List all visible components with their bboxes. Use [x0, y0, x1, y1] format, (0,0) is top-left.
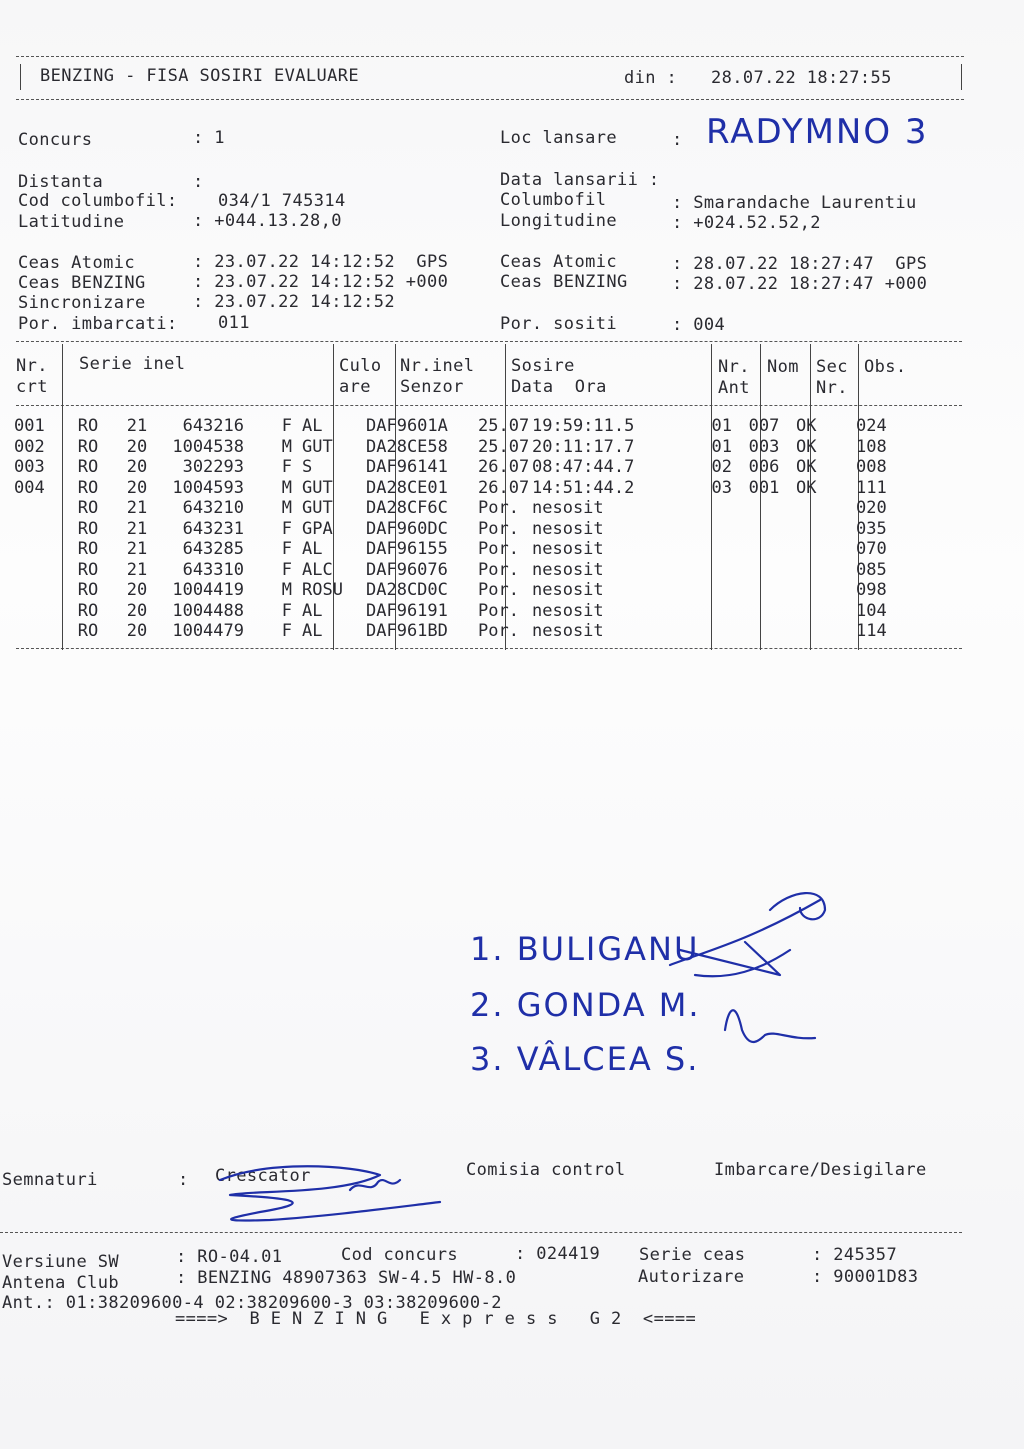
table-row [14, 437, 916, 458]
cell-yr: 20 [126, 580, 148, 600]
serie-ceas-label: Serie ceas [639, 1245, 746, 1265]
cell-ro: RO [77, 477, 99, 498]
cell-snz: DAF960DC [366, 518, 448, 539]
semnaturi-label: Semnaturi [2, 1170, 98, 1190]
distanta-label: Distanta [18, 172, 104, 192]
cell-dt: Por. [478, 559, 519, 580]
cell-snz: DAF96141 [366, 457, 448, 477]
cell-tm: nesosit [532, 539, 604, 559]
cell-sex: F [281, 457, 292, 477]
cell-sec: OK [796, 436, 817, 457]
cell-nom [740, 539, 788, 560]
table-row [14, 416, 916, 437]
header-sec-1: Sec [816, 357, 848, 377]
cell-nom [740, 498, 788, 519]
cell-nom: 007 [748, 416, 780, 436]
sincronizare-value: : 23.07.22 14:12:52 [193, 292, 396, 312]
cell-yr: 21 [126, 559, 148, 580]
cell-col: GUT [302, 498, 333, 518]
cell-tm: nesosit [532, 559, 604, 580]
loc-lansare-handwritten: RADYMNO 3 [706, 112, 929, 152]
cell-snz: DAF961BD [366, 621, 448, 641]
handwritten-name-3: 3. VÂLCEA S. [470, 1040, 700, 1078]
cell-ro: RO [77, 518, 99, 539]
cell-sec [788, 601, 846, 622]
cell-sex: F [281, 559, 292, 580]
antenna-line: Ant.: 01:38209600-4 02:38209600-3 03:38209600-2 [2, 1293, 502, 1313]
cell-ro: RO [77, 600, 99, 621]
cell-dt: 26.07 [478, 477, 530, 498]
cell-num: 1004419 [172, 580, 244, 600]
cell-col: AL [302, 416, 323, 436]
cell-dt: 25.07 [478, 436, 530, 457]
cell-obs: 098 [856, 580, 887, 600]
cell-ant: 03 [711, 477, 732, 498]
cell-sex: M [281, 436, 292, 457]
cell-obs: 114 [856, 621, 887, 641]
table-row [14, 580, 916, 601]
cod-columbofil-value: 034/1 745314 [218, 191, 346, 211]
cell-yr: 21 [126, 518, 148, 539]
cell-num: 1004538 [172, 436, 244, 457]
cell-sec: OK [796, 416, 817, 436]
table-row [14, 498, 916, 519]
table-header-rule [16, 405, 962, 406]
distanta-value: : [193, 172, 204, 192]
cell-dt: 25.07 [478, 416, 530, 436]
table-row [14, 457, 916, 478]
cell-sec [788, 539, 846, 560]
cell-nr [14, 498, 58, 519]
cell-tm: nesosit [532, 621, 604, 641]
din-value: 28.07.22 18:27:55 [711, 68, 892, 88]
cell-sex: M [281, 580, 292, 600]
cell-obs: 104 [856, 600, 887, 621]
versiune-sw-label: Versiune SW [2, 1252, 119, 1272]
cell-sex: M [281, 498, 292, 518]
cell-tm: 20:11:17.7 [532, 436, 635, 457]
ceas-benzing-end-label: Ceas BENZING [500, 272, 628, 292]
cell-ro: RO [77, 621, 99, 641]
cell-tm: nesosit [532, 498, 604, 518]
antena-club-label: Antena Club [2, 1273, 119, 1293]
header-sosire-2: Data Ora [511, 377, 607, 397]
header-culoare-1: Culo [339, 356, 382, 376]
cell-dt: 26.07 [478, 457, 530, 477]
header-bottom-rule [16, 99, 964, 100]
cell-ro: RO [77, 436, 99, 457]
header-sec-2: Nr. [816, 378, 848, 398]
cell-ant [682, 519, 740, 540]
cell-ant [682, 498, 740, 519]
header-ant-1: Nr. [718, 357, 750, 377]
header-nom: Nom [767, 357, 799, 377]
longitudine-value: : +024.52.52,2 [672, 213, 821, 233]
header-top-rule [16, 56, 964, 57]
cell-yr: 21 [126, 416, 148, 436]
cell-snz: DAF96191 [366, 600, 448, 621]
cell-snz: DAF96155 [366, 539, 448, 559]
table-row [14, 621, 916, 642]
cell-sec [788, 560, 846, 581]
cell-nom: 001 [748, 477, 780, 498]
cell-obs: 108 [856, 436, 887, 457]
cell-obs: 035 [856, 518, 887, 539]
ceas-benzing-end-value: : 28.07.22 18:27:47 +000 [672, 274, 928, 294]
cell-nr [14, 560, 58, 581]
cell-num: 1004479 [172, 621, 244, 641]
cell-nr: 003 [14, 457, 45, 477]
cell-snz: DAF9601A [366, 416, 448, 436]
cell-num: 302293 [182, 457, 244, 477]
porumbei-imbarcati-value: 011 [218, 313, 250, 333]
cell-obs: 111 [856, 477, 887, 498]
cell-dt: Por. [478, 621, 519, 641]
cell-num: 1004488 [172, 600, 244, 621]
cell-snz: DA28CD0C [366, 580, 448, 600]
cell-nr [14, 601, 58, 622]
cell-yr: 20 [126, 477, 148, 498]
ceas-atomic-end-value: : 28.07.22 18:27:47 GPS [672, 254, 928, 274]
cell-ant [682, 621, 740, 642]
cell-ant: 02 [711, 457, 732, 477]
cell-col: ALC [302, 559, 333, 580]
cell-dt: Por. [478, 498, 519, 518]
cell-snz: DA28CF6C [366, 498, 448, 518]
cell-sec: OK [796, 457, 817, 477]
concurs-label: Concurs [18, 130, 93, 150]
cell-yr: 20 [126, 457, 148, 477]
cell-num: 1004593 [172, 477, 244, 498]
serie-ceas-value: : 245357 [812, 1245, 898, 1265]
header-nrinel-1: Nr.inel [400, 356, 475, 376]
benzing-express-line: ====> B E N Z I N G E x p r e s s G 2 <==== [175, 1309, 697, 1329]
cell-col: ROSU [302, 580, 343, 600]
table-row [14, 560, 916, 581]
cell-sex: F [281, 539, 292, 559]
concurs-value: : 1 [193, 128, 225, 148]
porumbei-sositi-label: Por. sositi [500, 314, 617, 334]
cell-ant: 01 [711, 436, 732, 457]
cell-tm: nesosit [532, 600, 604, 621]
crescator-label: Crescator [215, 1166, 311, 1186]
cell-ro: RO [77, 539, 99, 559]
imbarcare-desigilare-label: Imbarcare/Desigilare [714, 1160, 927, 1180]
cell-tm: 19:59:11.5 [532, 416, 635, 436]
cell-nom [740, 580, 788, 601]
cell-sec [788, 621, 846, 642]
cell-num: 643285 [182, 539, 244, 559]
cell-obs: 085 [856, 559, 887, 580]
ceas-benzing-start-value: : 23.07.22 14:12:52 +000 [193, 272, 449, 292]
comisia-control-label: Comisia control [466, 1160, 626, 1180]
handwritten-name-2: 2. GONDA M. [470, 986, 701, 1024]
footer-rule [0, 1232, 962, 1233]
autorizare-label: Autorizare [638, 1267, 745, 1287]
porumbei-sositi-value: : 004 [672, 315, 726, 335]
header-culoare-2: are [339, 377, 371, 397]
cell-ro: RO [77, 416, 99, 436]
cell-obs: 020 [856, 498, 887, 518]
cell-sex: F [281, 416, 292, 436]
cell-ro: RO [77, 559, 99, 580]
cell-ro: RO [77, 498, 99, 518]
data-lansarii-label: Data lansarii : [500, 170, 660, 190]
cell-num: 643310 [182, 559, 244, 580]
header-left-edge [20, 64, 21, 90]
arrivals-table [14, 416, 916, 642]
header-right-edge [961, 64, 962, 90]
cell-tm: nesosit [532, 518, 604, 539]
cell-dt: Por. [478, 539, 519, 559]
cell-nr: 004 [14, 477, 45, 498]
table-top-rule [16, 341, 962, 342]
cell-nr [14, 519, 58, 540]
cell-yr: 20 [126, 600, 148, 621]
cell-yr: 21 [126, 539, 148, 559]
cell-tm: 14:51:44.2 [532, 477, 635, 498]
autorizare-value: : 90001D83 [812, 1267, 919, 1287]
porumbei-imbarcati-label: Por. imbarcati: [18, 314, 178, 334]
cell-sec: OK [796, 477, 817, 498]
semnaturi-colon: : [178, 1170, 189, 1190]
columbofil-value: : Smarandache Laurentiu [672, 193, 917, 213]
document-title: BENZING - FISA SOSIRI EVALUARE [40, 66, 360, 86]
cell-col: S [302, 457, 313, 477]
header-crt: crt [16, 377, 48, 397]
cell-dt: Por. [478, 518, 519, 539]
cell-dt: Por. [478, 600, 519, 621]
ceas-atomic-start-value: : 23.07.22 14:12:52 GPS [193, 252, 449, 272]
cell-col: GPA [302, 518, 333, 539]
cell-sec [788, 519, 846, 540]
cod-concurs-label: Cod concurs [341, 1245, 458, 1265]
cell-col: AL [302, 600, 323, 621]
cell-snz: DA28CE01 [366, 477, 448, 498]
cell-obs: 024 [856, 416, 887, 436]
ceas-atomic-start-label: Ceas Atomic [18, 253, 135, 273]
header-sosire-1: Sosire [511, 356, 575, 376]
cell-ant [682, 580, 740, 601]
table-row [14, 539, 916, 560]
ceas-atomic-end-label: Ceas Atomic [500, 252, 617, 272]
longitudine-label: Longitudine [500, 211, 617, 231]
cell-ro: RO [77, 580, 99, 600]
cell-sex: F [281, 518, 292, 539]
loc-lansare-label: Loc lansare [500, 128, 617, 148]
cell-nr [14, 539, 58, 560]
cell-nr: 001 [14, 416, 45, 436]
cell-yr: 20 [126, 436, 148, 457]
cell-ant [682, 601, 740, 622]
table-bottom-rule [16, 648, 962, 649]
cell-nr [14, 580, 58, 601]
cell-nr: 002 [14, 436, 45, 457]
antena-club-value: : BENZING 48907363 SW-4.5 HW-8.0 [176, 1268, 517, 1288]
signature-scribble-commission [650, 880, 850, 1080]
cell-num: 643216 [182, 416, 244, 436]
header-ant-2: Ant [718, 378, 750, 398]
din-label: din : [624, 68, 678, 88]
versiune-sw-value: : RO-04.01 [176, 1247, 283, 1267]
loc-lansare-colon: : [672, 130, 683, 150]
cell-tm: nesosit [532, 580, 604, 600]
ceas-benzing-start-label: Ceas BENZING [18, 273, 146, 293]
columbofil-label: Columbofil [500, 190, 607, 210]
table-row [14, 519, 916, 540]
cell-nom [740, 560, 788, 581]
header-obs: Obs. [864, 357, 907, 377]
table-row [14, 478, 916, 499]
cell-snz: DAF96076 [366, 559, 448, 580]
sincronizare-label: Sincronizare [18, 293, 146, 313]
cell-nom [740, 519, 788, 540]
cell-ant: 01 [711, 416, 732, 436]
table-row [14, 601, 916, 622]
cell-sec [788, 498, 846, 519]
cell-sex: M [281, 477, 292, 498]
cell-num: 643231 [182, 518, 244, 539]
cell-col: GUT [302, 477, 333, 498]
cell-nom: 003 [748, 436, 780, 457]
signature-scribble-crescator [190, 1150, 450, 1230]
cell-yr: 20 [126, 621, 148, 641]
header-nrinel-2: Senzor [400, 377, 464, 397]
cell-tm: 08:47:44.7 [532, 457, 635, 477]
cell-nom: 006 [748, 457, 780, 477]
latitudine-value: : +044.13.28,0 [193, 211, 342, 231]
cell-ant [682, 539, 740, 560]
cell-nom [740, 601, 788, 622]
handwritten-name-1: 1. BULIGANU [470, 930, 700, 968]
cell-col: GUT [302, 436, 333, 457]
cell-col: AL [302, 539, 323, 559]
cell-snz: DA28CE58 [366, 436, 448, 457]
cell-col: AL [302, 621, 323, 641]
cell-sec [788, 580, 846, 601]
cell-nom [740, 621, 788, 642]
header-nr: Nr. [16, 356, 48, 376]
latitudine-label: Latitudine [18, 212, 125, 232]
cell-sex: F [281, 600, 292, 621]
cell-dt: Por. [478, 580, 519, 600]
cell-sex: F [281, 621, 292, 641]
cell-obs: 008 [856, 457, 887, 477]
cell-yr: 21 [126, 498, 148, 518]
cell-num: 643210 [182, 498, 244, 518]
cell-ant [682, 560, 740, 581]
cell-nr [14, 621, 58, 642]
cod-columbofil-label: Cod columbofil: [18, 191, 178, 211]
cod-concurs-value: : 024419 [515, 1244, 601, 1264]
header-serie-inel: Serie inel [79, 354, 186, 374]
cell-ro: RO [77, 457, 99, 477]
cell-obs: 070 [856, 539, 887, 559]
